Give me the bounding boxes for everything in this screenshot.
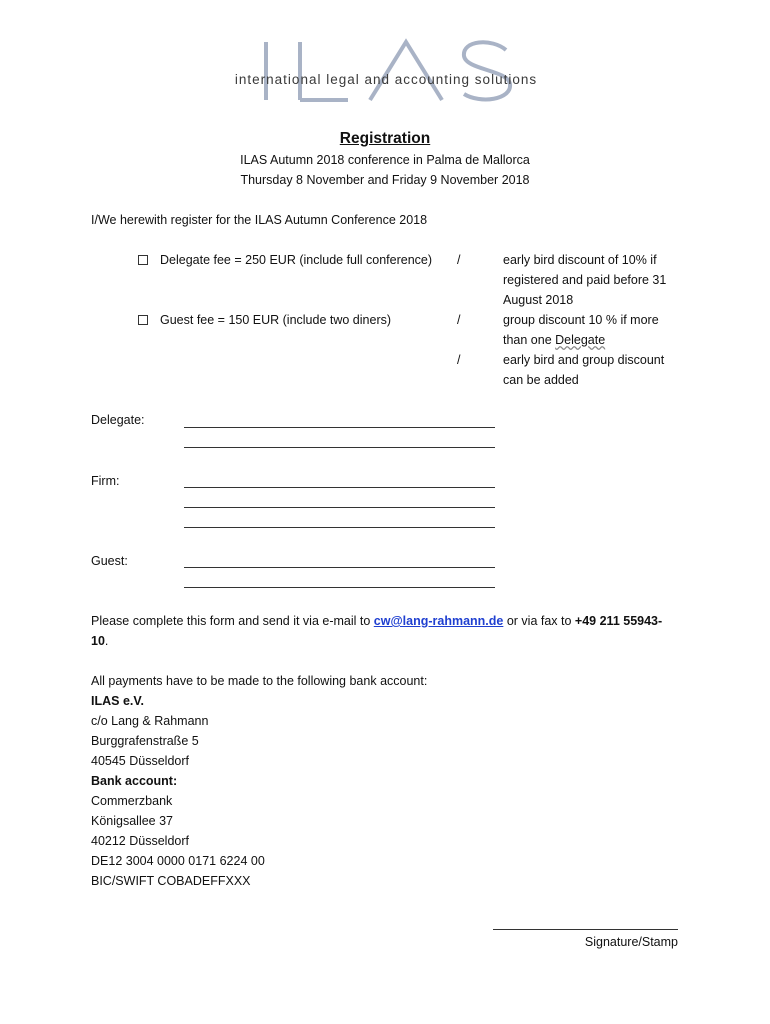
holder-city: 40545 Düsseldorf <box>91 754 189 768</box>
option-delegate-label: Delegate fee = 250 EUR (include full conference) <box>160 253 433 267</box>
fax-number: +49 211 55943- <box>574 614 663 628</box>
delegate-field-line-1[interactable] <box>184 427 495 428</box>
care-of: c/o Lang & Rahmann <box>91 714 209 728</box>
separator-3: / <box>457 353 461 367</box>
bank-name: Commerzbank <box>91 794 173 808</box>
send-instructions: Please complete this form and send it via e-mail to cw@lang-rahmann.de or via fax to +49 211 55943- <box>91 614 663 628</box>
guest-field-line-2[interactable] <box>184 587 495 588</box>
option-guest[interactable] <box>138 313 391 327</box>
discount-group-line1: group discount 10 % if more <box>503 313 659 327</box>
option-delegate[interactable] <box>138 253 432 267</box>
bank-account-heading: Bank account: <box>91 774 178 788</box>
signature-line[interactable] <box>493 929 678 930</box>
page-title: Registration <box>339 130 431 147</box>
delegate-field-line-2[interactable] <box>184 447 495 448</box>
send-instructions-cont: 10. <box>91 634 109 648</box>
separator-2: / <box>457 313 461 327</box>
conference-subtitle: ILAS Autumn 2018 conference in Palma de Mallorca <box>240 153 530 167</box>
email-link[interactable]: cw@lang-rahmann.de <box>373 614 504 628</box>
firm-field-line-3[interactable] <box>184 527 495 528</box>
ilas-logo <box>230 36 530 102</box>
conference-dates: Thursday 8 November and Friday 9 November 2018 <box>240 173 530 187</box>
guest-field-line-1[interactable] <box>184 567 495 568</box>
bank-city: 40212 Düsseldorf <box>91 834 189 848</box>
discount-early-bird-line1: early bird discount of 10% if <box>503 253 657 267</box>
iban: DE12 3004 0000 0171 6224 00 <box>91 854 265 868</box>
discount-early-bird-line3: August 2018 <box>503 293 574 307</box>
firm-field-line-2[interactable] <box>184 507 495 508</box>
signature-label: Signature/Stamp <box>584 935 678 949</box>
bank-street: Königsallee 37 <box>91 814 174 828</box>
delegate-checkbox[interactable] <box>138 255 148 265</box>
guest-label: Guest: <box>91 554 128 568</box>
separator-1: / <box>457 253 461 267</box>
option-guest-label: Guest fee = 150 EUR (include two diners) <box>160 313 392 327</box>
registration-intro: I/We herewith register for the ILAS Autumn Conference 2018 <box>91 213 428 227</box>
firm-field-line-1[interactable] <box>184 487 495 488</box>
bic: BIC/SWIFT COBADEFFXXX <box>91 874 251 888</box>
firm-label: Firm: <box>91 474 120 488</box>
discount-group-line2: than one Delegate <box>503 333 606 347</box>
payment-intro: All payments have to be made to the following bank account: <box>91 674 428 688</box>
delegate-label: Delegate: <box>91 413 145 427</box>
discount-combined-line2: can be added <box>503 373 579 387</box>
guest-checkbox[interactable] <box>138 315 148 325</box>
discount-combined-line1: early bird and group discount <box>503 353 665 367</box>
account-holder: ILAS e.V. <box>91 694 145 708</box>
logo-tagline: international legal and accounting solutions <box>234 72 538 87</box>
discount-early-bird-line2: registered and paid before 31 <box>503 273 667 287</box>
holder-street: Burggrafenstraße 5 <box>91 734 199 748</box>
